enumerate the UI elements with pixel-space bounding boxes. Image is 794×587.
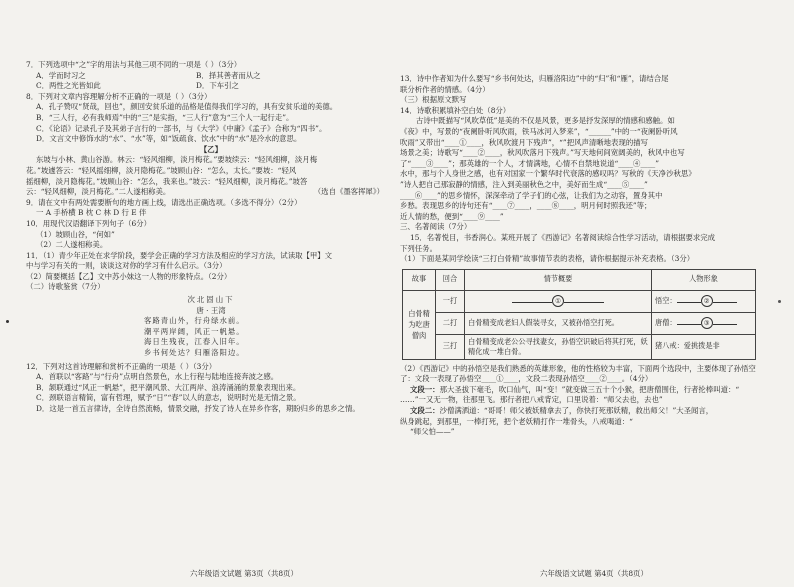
q14-text: 吹雨”又带出“____①____，秋风吹渡月下残声”，“”把风声清晰地表现的描写 — [400, 137, 649, 147]
q12-option-d: D．这是一首五言律诗，全诗自然流畅，情景交融，抒发了诗人在异乡作客，期盼归乡的思乡之情。 — [36, 404, 360, 413]
poem-line: 海日生残夜，江春入旧年。 — [144, 337, 245, 347]
round-label: 三打 — [436, 334, 465, 359]
question-13-cont: 联分析作者的情感。（4分） — [400, 84, 490, 94]
round-label: 一打 — [436, 290, 465, 312]
q14-text: 《夜》中，写景的“夜阑卧听风吹雨，铁马冰河入梦来”，“______”中的一“夜阑卧听风 — [400, 126, 678, 136]
character-name: 猪八戒： — [655, 341, 684, 351]
poem-line: 乡书何处达？归雁洛阳边。 — [144, 348, 245, 358]
question-11-cont: 中与学习有关的一则，谈谈这对你的学习有什么启示。（3分） — [26, 261, 227, 271]
question-15-2: （2）《西游记》中的孙悟空是我们熟悉的英雄形象，他的性格较为丰富，下面两个选段中，主要体现了孙悟空 — [400, 363, 756, 373]
poem-line: 客路青山外，行舟绿水前。 — [144, 316, 245, 326]
question-9: 9．请在文中有两处需要断句的地方画上线，请选出正确选项。（多选不得分）（2分） — [26, 197, 302, 207]
page-footer-right: 六年级语文试题 第4页（共8页） — [540, 569, 648, 578]
character-cell — [652, 290, 756, 312]
passage-source: （选自《墨客挥犀》） — [313, 187, 384, 197]
passage-yi-title: 【乙】 — [199, 144, 223, 154]
blank-number: ① — [552, 295, 564, 307]
page-3 — [26, 60, 396, 415]
q14-text: ”诗人把自己那寂静的情感，注入到美丽秋色之中，美好而生成“____⑤____” — [400, 179, 648, 189]
q14-text: 了“____③____”；那英雄的一个人，才情满地，心情不自禁地说道“____④____” — [400, 158, 660, 168]
poem-line: 潮平两岸阔，风正一帆悬。 — [144, 326, 245, 336]
plot-cell: 白骨精变成老妇人假装寻女，又被孙悟空打死。 — [465, 312, 652, 334]
q7-option-b: B．择其善者而从之 — [196, 70, 261, 80]
excerpt-2 — [400, 406, 770, 417]
q8-option-c: C．《论语》记录孔子及其弟子言行的一部书，与《大学》《中庸》《孟子》合称为“四书”。 — [36, 123, 327, 133]
q14-text: 水中，那与个人身世之感，也有对国家一个繁华时代衰落的感叹吗？写秋的《天净沙秋思》 — [400, 169, 696, 179]
question-11-2: （2）简要概括【乙】文中苏小妹这一人物的形象特点。（2分） — [26, 271, 232, 281]
question-10: 10．用现代汉语翻译下列句子（6分） — [26, 218, 151, 228]
poem-title: 次北固山下 — [187, 295, 235, 305]
section-recite: （三）根据原文默写 — [400, 95, 467, 105]
excerpt-2-cont: 纵身跳起，到那里，一棒打死，把个老妖精打作一堆骨头，八戒喝道：“ — [400, 416, 633, 426]
q14-text: 场景之美；诗歌写“____②____，秋风吹落月下残声。”写天地何间宽阔美的，秋风中也写 — [400, 148, 685, 158]
story-name: 白骨精为吃唐僧肉 — [403, 290, 436, 359]
passage-end: 云：“轻风细柳，淡月梅花。”二人遂相称美。 — [26, 187, 171, 197]
q7-option-c: C．两性之光皆如此 — [36, 81, 101, 91]
q7-options — [26, 81, 396, 92]
passage-line — [26, 187, 396, 198]
section-poetry: （二）诗歌鉴赏（7分） — [26, 282, 105, 292]
blank-number: ③ — [701, 317, 713, 329]
poem-author: 唐 · 王湾 — [196, 305, 226, 315]
character-note: 爱挑拨是非 — [683, 341, 720, 351]
page-4 — [400, 74, 770, 438]
table-header: 情节概要 — [465, 269, 652, 290]
excerpt-1-cont: ……”一又无一物，往那里飞。那行者把八戒背定，口里说着：“师父去也，去也” — [400, 395, 663, 405]
excerpt-label: 文段一： — [410, 384, 440, 394]
plot-cell — [465, 290, 652, 312]
question-15-cont: 下列任务。 — [400, 243, 437, 253]
question-13: 13．诗中作者知为什么要写“乡书何处达，归雁洛阳边”中的“归”和“雁”，请结合尾 — [400, 74, 669, 83]
q14-text: ____⑥____”的思乡情怀，深深牵动了学子们的心弦，让我们为之动容，置身其中 — [400, 190, 663, 200]
question-7: 7．下列选项中“之”字的用法与其他三项不同的一项是（ ）（3分） — [26, 60, 242, 69]
q8-option-d: D．文言文中修饰水的“水”、“水”等，如“饭疏食、饮水”中的“水”是冷水的意思。 — [36, 134, 302, 144]
q14-text: 乡愁。表现思乡的诗句还有“____⑦____，____⑧____，明月何时照我还”等； — [400, 201, 652, 211]
q14-text: 古诗中既描写“风吹草低”是美的不仅是风景，更多是抒发深厚的情感和感触。如 — [416, 116, 675, 126]
excerpt-text: 沙僧满洒道：“哥哥！师父被妖精拿去了，你快打死那妖精，救出师父！”大圣闻言， — [439, 406, 714, 416]
q12-option-a: A．首联以“客路”与“行舟”点明自然景色，水上行程与陆地连接奔波之感。 — [36, 372, 279, 382]
table-header: 人物形象 — [652, 269, 756, 290]
q12-option-c: C．颈联语言精简，富有哲理，赋予“日”“春”以人的意志，说明时光是无情之景。 — [36, 393, 301, 403]
table-row — [403, 312, 756, 334]
q10-item-1: （1）坡顾山谷，“何如” — [36, 229, 115, 239]
passage-line: 摇细柳，淡月隐梅花。”坡顾山谷：“怎么，我来也。”坡云：“轻风细柳，淡月梅花。”坡答 — [26, 176, 308, 186]
table-header: 故事 — [403, 269, 436, 290]
q8-option-b: B．“三人行，必有我师焉”中的“三”是实指，“三人行”意为“三个人一起行走”。 — [36, 112, 294, 122]
question-12: 12．下列对这首诗理解和赏析不正确的一项是（ ）（3分） — [26, 361, 217, 371]
scan-dot — [6, 320, 9, 323]
scan-dot — [778, 300, 781, 303]
q7-options — [26, 71, 396, 82]
excerpt-text: 那大圣拔下毫毛，吹口仙气，叫“变！”就变做三五十个小猴，把唐僧围住，行者抡棒叫道：“ — [439, 384, 740, 394]
table-row — [403, 334, 756, 359]
question-8: 8．下列对文章内容理解分析不正确的一项是（ ）（3分） — [26, 91, 212, 101]
blank-number: ② — [701, 295, 713, 307]
q14-text: 近人情的愁，便到“____⑨____” — [400, 211, 504, 221]
plot-cell: 白骨精变成老公公寻找妻女，孙悟空识破后将其打死，妖精化成一堆白骨。 — [465, 334, 652, 359]
question-15-1: （1）下面是某同学绘读“三打白骨精”故事情节表的表格，请你根据提示补充表格。（3分） — [400, 254, 695, 264]
q7-option-d: D．下车引之 — [196, 81, 239, 91]
q7-option-a: A．学而时习之 — [36, 70, 86, 80]
excerpt-label: 文段二： — [410, 406, 440, 416]
excerpt-1 — [400, 385, 770, 396]
question-15-2-cont: 了：文段一表现了孙悟空____①____，文段二表现孙悟空____②____。（4分） — [400, 374, 653, 384]
question-14: 14．诗歌积累填补空白处（8分） — [400, 105, 511, 115]
round-label: 二打 — [436, 312, 465, 334]
page-footer-left: 六年级语文试题 第3页（共8页） — [190, 569, 298, 578]
passage-line: 东坡与小林、黄山谷游。林云：“轻风细柳，淡月梅花。”要坡续云：“轻风细柳，淡月梅 — [36, 155, 318, 165]
question-11: 11．（1）青少年正处在求学阶段，要学会正确的学习方法及相应的学习方法，试读取【甲】文 — [26, 250, 333, 260]
passage-line: 花。”坡遽答云：“轻风摇细柳，淡月隐梅花。”坡顾山谷：“怎么，太长。”要坡：“轻风 — [26, 165, 297, 175]
table-row — [403, 290, 756, 312]
q10-item-2: （2）二人遂相称美。 — [36, 240, 108, 250]
story-table — [402, 269, 756, 360]
character-name: 唐僧： — [655, 318, 677, 328]
q8-option-a: A．孔子赞叹“贤哉，回也”，颜回安贫乐道的品格是值得我们学习的，具有安贫乐道的美德。 — [36, 102, 338, 112]
character-name: 悟空： — [655, 296, 677, 306]
character-cell — [652, 334, 756, 359]
section-classics: 三、名著阅读（7分） — [400, 222, 472, 232]
character-cell — [652, 312, 756, 334]
table-header: 回合 — [436, 269, 465, 290]
excerpt-2-end: “师父怕——” — [410, 427, 455, 437]
q12-option-b: B．颔联通过“风正一帆悬”，把平潮风景、大江两岸、浪涛涌涌的景象表现出来。 — [36, 382, 301, 392]
question-15: 15．名著悦目，书香润心。某班开展了《西游记》名著阅读综合性学习活动，请根据要求完成 — [410, 232, 716, 242]
table-header-row — [403, 269, 756, 290]
q9-options: 一 A 手桥横 B 枕 C 林 D 行 E 伴 — [36, 208, 147, 218]
